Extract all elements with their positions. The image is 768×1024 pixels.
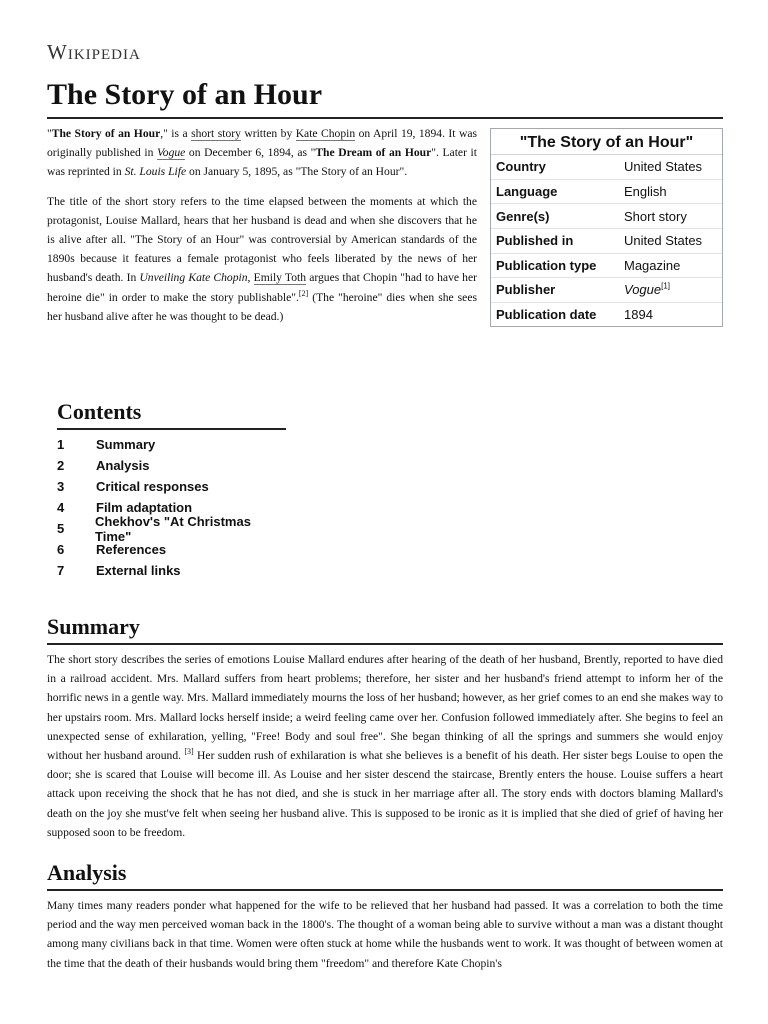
page-title: The Story of an Hour	[47, 76, 723, 119]
toc-label: Chekhov's "At Christmas Time"	[95, 513, 251, 544]
toc-label: References	[96, 542, 167, 557]
reference-link[interactable]: [2]	[298, 288, 309, 298]
text: on December 6, 1894, as "	[185, 146, 316, 160]
toc-label: Summary	[96, 437, 156, 452]
publisher-link[interactable]: Vogue	[624, 282, 662, 298]
summary-paragraph	[47, 650, 723, 842]
text: ,	[247, 271, 254, 285]
text: The title of the short story refers to the time elapsed between the moments at which the protagonist, Louise Mallard, hears that her husband is dead and when she discovers that he is alive after all. "The Story of an Hour" was controversial by American standards of the 1890s because it features a female protagonist who feels liberated by the news of her husband's death. In	[47, 194, 477, 285]
italic-title: Unveiling Kate Chopin	[139, 271, 248, 285]
text: ". Later it was reprinted in	[47, 146, 477, 179]
infobox-label: Genre(s)	[496, 208, 550, 224]
analysis-paragraph: Many times many readers ponder what happened for the wife to be relieved that her husband had passed. It was a correlation to both the time period and the way men perceived woman back in the 1800's. The thought of a woman being able to survive without a man was a distant thought among many civilians back in that time. Women were often stuck at home while the husbands went to work. It was thought of between women at the time that the death of their husbands would bring them "freedom" and therefore Kate Chopin's	[47, 899, 723, 970]
infobox-label: Language	[496, 183, 558, 199]
infobox-label: Country	[496, 159, 546, 175]
infobox-label: Publisher	[496, 282, 556, 298]
text: "	[47, 127, 52, 140]
toc-number: 7	[57, 563, 65, 578]
infobox-label: Publication type	[496, 257, 597, 273]
summary-heading: Summary	[47, 613, 723, 645]
infobox-label: Publication date	[496, 306, 597, 322]
toc-label: Critical responses	[96, 479, 209, 494]
bold-title: The Dream of an Hour	[315, 146, 432, 160]
toc-item-external-links[interactable]	[57, 560, 286, 581]
toc-label: External links	[96, 563, 181, 578]
text: Her sudden rush of exhilaration is what she believes is a benefit of his death. Her sister begs Louise to open the door; she is scared that Louise will become ill. As Louise and her sister descend the staircase, Brently enters the house. Louise suffers a heart attack upon receiving the shock that he has not died, and she is stuck in her marriage after all. The story ends with doctors blaming Mallard's death on the joy she must've felt when seeing her husband alive. This is supposed to be ironic as it is implied that she died of grief of having her supposed soon to be freedom.	[47, 749, 723, 839]
italic-title: St. Louis Life	[124, 165, 187, 179]
infobox-row-publication-type	[491, 254, 722, 279]
text: on April 19, 1894. It was originally published in	[47, 127, 477, 160]
infobox	[490, 128, 723, 327]
infobox-value: United States	[624, 159, 703, 175]
text: written by	[240, 127, 296, 140]
analysis-heading: Analysis	[47, 859, 723, 891]
infobox-label: Published in	[496, 233, 574, 249]
infobox-row-publication-date	[491, 303, 722, 327]
text: ," is a	[160, 127, 192, 140]
infobox-row-genre	[491, 204, 722, 229]
infobox-value	[624, 280, 722, 299]
toc-number: 5	[57, 521, 65, 536]
infobox-row-publisher	[491, 278, 722, 303]
toc-number: 1	[57, 437, 65, 452]
toc-item-summary[interactable]	[57, 434, 286, 455]
table-of-contents	[57, 398, 286, 581]
toc-item-critical-responses[interactable]	[57, 476, 286, 497]
toc-label: Analysis	[96, 458, 150, 473]
toc-label: Film adaptation	[96, 500, 193, 515]
toc-number: 3	[57, 479, 65, 494]
bold-title: The Story of an Hour	[51, 127, 161, 140]
toc-number: 2	[57, 458, 65, 473]
intro-section	[47, 124, 723, 336]
infobox-row-language	[491, 180, 722, 205]
infobox-value: United States	[624, 233, 703, 249]
infobox-row-published-in	[491, 229, 722, 254]
reference-link[interactable]: [3]	[184, 747, 194, 757]
infobox-row-country	[491, 155, 722, 180]
short-story-link[interactable]: short story	[191, 127, 241, 140]
vogue-link[interactable]	[157, 146, 185, 160]
text: on January 5, 1895, as "The Story of an Hour".	[186, 165, 408, 179]
infobox-value: 1894	[624, 306, 653, 322]
infobox-value: English	[624, 183, 667, 199]
toc-item-chekhov[interactable]	[57, 513, 286, 544]
infobox-title: "The Story of an Hour"	[491, 129, 722, 155]
text: (The "heroine" dies when she sees her husband alive after he was thought to be dead.)	[47, 290, 477, 323]
wikipedia-logo[interactable]: Wikipedia	[47, 40, 141, 64]
text: The short story describes the series of emotions Louise Mallard endures after hearing of the death of her husband, Brently, reported to have died in a railroad accident. Mrs. Mallard suffers from heart problems; therefore, her sister and her husband's friend attempt to inform her of the horrific news in a gentle way. Mrs. Mallard immediately mourns the loss of her husband; however, as her grief comes to an end she makes way to her upstairs room. Mrs. Mallard locks herself inside; a weird feeling came over her. Confusion followed immediately after. She begins to feel an unexpected sense of exhilaration, yelling, "Free! Body and soul free". She began thinking of all the springs and summers she would enjoy without her husband around.	[47, 653, 723, 763]
emily-toth-link[interactable]: Emily Toth	[253, 271, 307, 285]
reference-link[interactable]: [1]	[661, 282, 671, 292]
infobox-value: Short story	[624, 208, 687, 224]
kate-chopin-link[interactable]: Kate Chopin	[295, 127, 356, 140]
toc-title: Contents	[57, 398, 286, 430]
toc-number: 4	[57, 500, 65, 515]
vogue-text: Vogue	[156, 146, 186, 160]
toc-item-analysis[interactable]	[57, 455, 286, 476]
infobox-value: Magazine	[624, 257, 681, 273]
toc-number: 6	[57, 542, 65, 557]
text: argues that Chopin "had to have her heroine die" in order to make the story publishable".	[47, 271, 477, 304]
